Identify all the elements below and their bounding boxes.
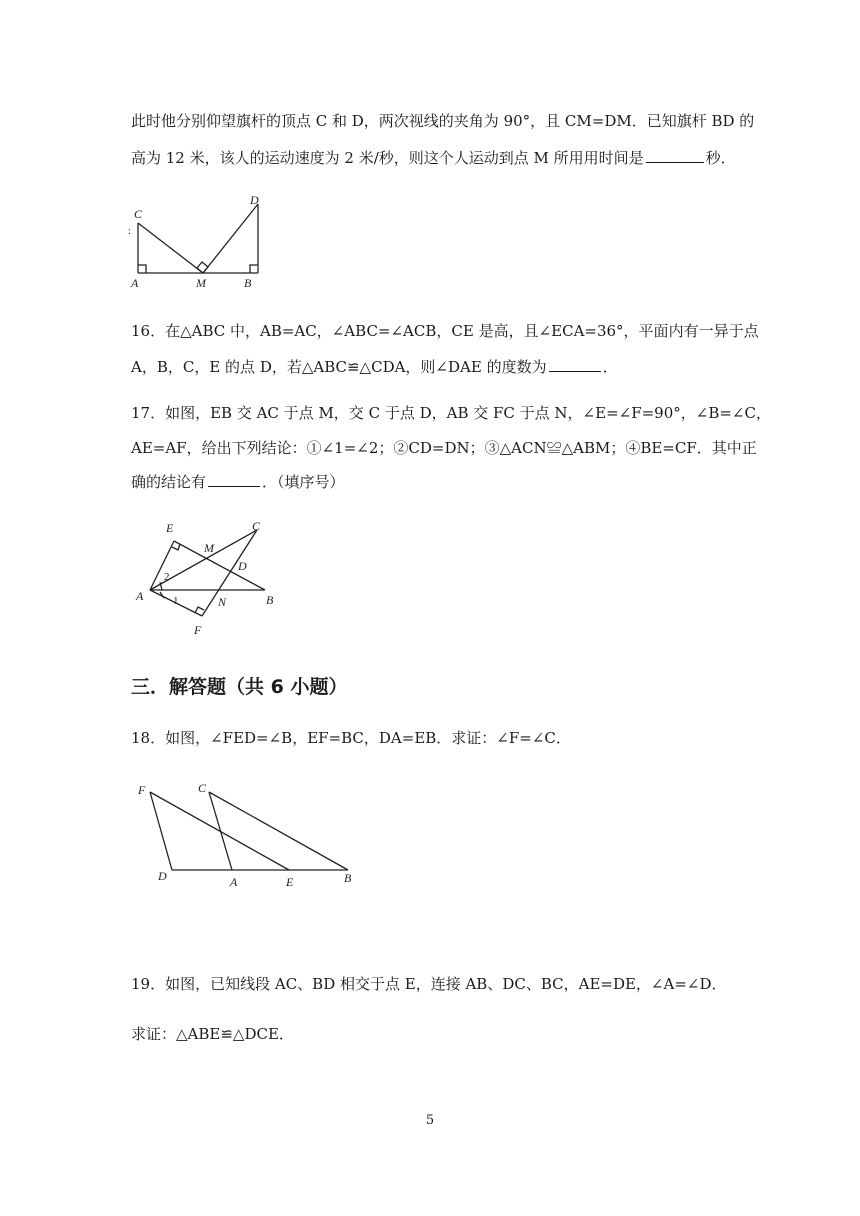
q16-line-1: 16．在△ABC 中，AB=AC，∠ABC=∠ACB，CE 是高，且∠ECA=36°，平面内有一异于点 [131, 322, 759, 340]
label-c: C [252, 519, 261, 533]
label-n: N [218, 595, 227, 609]
segment-cb [209, 792, 348, 870]
q17-line-3-text: 确的结论有 [131, 473, 207, 491]
q15-line-1: 此时他分别仰望旗杆的顶点 C 和 D，两次视线的夹角为 90°，且 CM=DM．已知旗杆 BD 的 [131, 112, 755, 130]
q17-line-1: 17．如图，EB 交 AC 于点 M，交 C 于点 D，AB 交 FC 于点 N，∠E=∠F=90°，∠B=∠C， [131, 404, 771, 422]
label-c: C [134, 207, 143, 221]
q19-line-2: 求证：△ABE≌△DCE． [131, 1025, 294, 1043]
label-m: M [204, 541, 214, 555]
right-angle-f [195, 607, 204, 613]
segment-fd [150, 792, 172, 870]
label-angle-1: 1 [173, 595, 179, 607]
label-angle-2: 2 [164, 571, 170, 583]
section-3-heading: 三．解答题（共 6 小题） [131, 676, 348, 698]
q15-answer-blank [646, 148, 704, 163]
q16-answer-blank [549, 357, 601, 372]
right-angle-e [172, 544, 180, 550]
sightline-cm [138, 223, 203, 273]
label-b: B [266, 593, 274, 607]
label-d: D [238, 559, 247, 573]
segment-fe [150, 792, 289, 870]
label-a: A [131, 276, 139, 290]
q16-line-2-end: ． [602, 358, 618, 376]
q18-figure [134, 780, 364, 890]
q17-line-3-end: ．（填序号） [262, 473, 345, 491]
label-b: B [244, 276, 252, 290]
label-a: A [230, 875, 238, 889]
right-angle-m [197, 262, 208, 273]
label-f: F [194, 623, 202, 637]
stray-mark: : [128, 226, 131, 237]
q15-line-2-text: 高为 12 米，该人的运动速度为 2 米/秒，则这个人运动到点 M 所用用时间是 [131, 149, 644, 167]
q15-line-2-end: 秒． [705, 149, 736, 167]
q17-line-2: AE=AF，给出下列结论：①∠1=∠2；②CD=DN；③△ACN≌△ABM；④BE=CF．其中正 [131, 439, 757, 457]
label-c: C [198, 781, 207, 795]
q18-line-1: 18．如图，∠FED=∠B，EF=BC，DA=EB．求证：∠F=∠C． [131, 729, 571, 747]
label-e: E [286, 875, 294, 889]
right-angle-a [138, 265, 146, 273]
q16-line-2-text: A，B，C，E 的点 D，若△ABC≌△CDA，则∠DAE 的度数为 [131, 358, 547, 376]
label-b: B [344, 871, 352, 885]
label-e: E [166, 521, 174, 535]
sightline-dm [203, 204, 258, 273]
q16-line-2 [131, 357, 618, 377]
q15-flagpole-figure [126, 192, 276, 292]
label-d: D [158, 869, 167, 883]
label-m: M [196, 276, 206, 290]
segment-eb [174, 541, 265, 590]
q19-line-1: 19．如图，已知线段 AC、BD 相交于点 E，连接 AB、DC、BC，AE=DE，∠A=∠D． [131, 975, 727, 993]
q15-line-2 [131, 148, 736, 168]
q17-figure [134, 518, 294, 643]
label-d: D [250, 193, 259, 207]
page-number: 5 [425, 1113, 435, 1128]
q17-line-3 [131, 472, 345, 492]
q17-answer-blank [208, 472, 260, 487]
label-f: F [138, 783, 146, 797]
right-angle-b [250, 265, 258, 273]
label-a: A [136, 589, 144, 603]
